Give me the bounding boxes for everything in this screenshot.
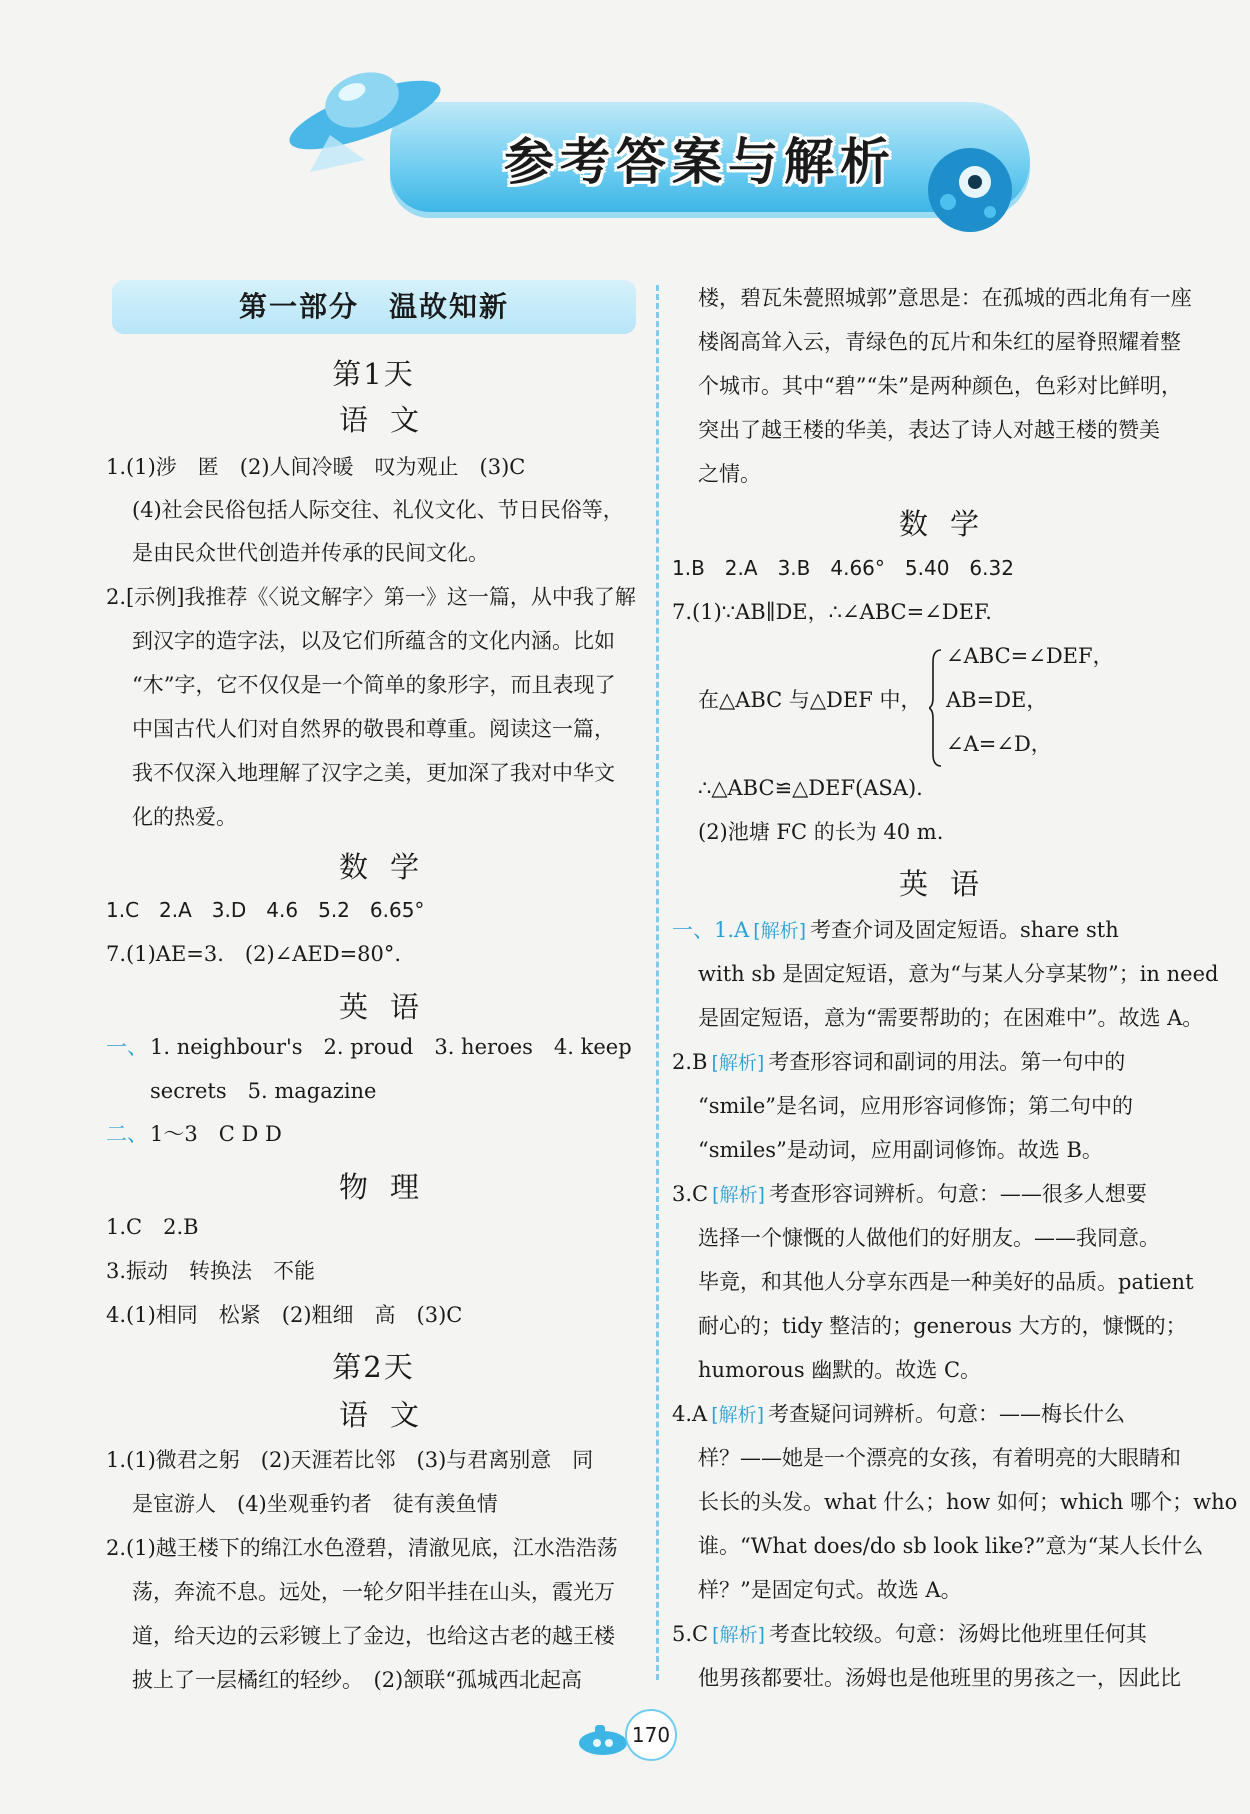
answer-line: ∴△ABC≌△DEF(ASA).: [698, 776, 923, 800]
answer-line: (2)池塘 FC 的长为 40 m.: [698, 820, 944, 844]
answer-number: 一、1.A: [672, 918, 750, 942]
answer-text: 考查形容词辨析。句意：——很多人想要: [768, 1182, 1147, 1206]
answer-line: ∠A=∠D，: [946, 732, 1052, 756]
answer-line: with sb 是固定短语，意为“与某人分享某物”；in need: [698, 962, 1219, 986]
answer-line: 7.(1)AE=3. (2)∠AED=80°.: [106, 942, 402, 966]
ball-icon: [920, 140, 1020, 240]
answer-line: 我不仅深入地理解了汉字之美，更加深了我对中华文: [132, 761, 615, 785]
answer-line: 在△ABC 与△DEF 中，: [698, 688, 922, 712]
answer-line: 楼，碧瓦朱甍照城郭”意思是：在孤城的西北角有一座: [698, 286, 1192, 310]
title-banner: [270, 60, 1060, 250]
answer-line: 之情。: [698, 462, 761, 486]
section-marker: 二、: [106, 1122, 148, 1146]
subject-heading-english: 英语: [338, 990, 441, 1024]
answer-line: 中国古代人们对自然界的敬畏和尊重。阅读这一篇，: [132, 717, 615, 741]
answer-line: 样？——她是一个漂亮的女孩，有着明亮的大眼睛和: [698, 1446, 1181, 1470]
subject-heading-chinese: 语文: [338, 1398, 441, 1432]
answer-number: 4.A: [672, 1402, 708, 1426]
answer-line: [672, 1402, 1125, 1427]
ufo-icon: [270, 60, 450, 180]
answer-line: 他男孩都要壮。汤姆也是他班里的男孩之一，因此比: [698, 1666, 1181, 1690]
answer-line: 化的热爱。: [132, 805, 237, 829]
answer-line: AB=DE，: [946, 688, 1048, 712]
answer-line: 4.(1)相同 松紧 (2)粗细 高 (3)C: [106, 1303, 463, 1327]
answer-line: secrets 5. magazine: [150, 1079, 377, 1103]
answer-line: (4)社会民俗包括人际交往、礼仪文化、节日民俗等，: [132, 498, 624, 522]
answer-line: 荡，奔流不息。远处，一轮夕阳半挂在山头，霞光万: [132, 1580, 615, 1604]
answer-text: 考查比较级。句意：汤姆比他班里任何其: [768, 1622, 1147, 1646]
answer-line: 是固定短语，意为“需要帮助的；在困难中”。故选 A。: [698, 1006, 1204, 1030]
submarine-icon: [575, 1719, 631, 1757]
answer-line: 1. neighbour's 2. proud 3. heroes 4. keep: [150, 1035, 632, 1059]
column-divider: [656, 285, 659, 1680]
answer-line: “木”字，它不仅仅是一个简单的象形字，而且表现了: [132, 673, 616, 697]
answer-line: 样？”是固定句式。故选 A。: [698, 1578, 962, 1602]
brace-icon: [929, 648, 943, 768]
answer-line: 突出了越王楼的华美，表达了诗人对越王楼的赞美: [698, 418, 1160, 442]
subject-heading-physics: 物理: [338, 1170, 441, 1204]
answer-number: 2.B: [672, 1050, 708, 1074]
subject-heading-english: 英语: [898, 867, 1001, 901]
answer-line: 2.[示例]我推荐《〈说文解字〉第一》这一篇，从中我了解: [106, 585, 636, 609]
day-heading: 第1天: [332, 357, 415, 391]
answer-line: 1.(1)涉 匿 (2)人间冷暖 叹为观止 (3)C: [106, 455, 526, 479]
answer-line: 谁。“What does/do sb look like?”意为“某人长什么: [698, 1534, 1204, 1558]
answer-line: 1～3 C D D: [150, 1122, 282, 1146]
answer-line: [672, 1050, 1125, 1075]
answer-line: [672, 918, 1119, 943]
part-heading: 第一部分 温故知新: [112, 280, 636, 334]
answer-number: 3.C: [672, 1182, 709, 1206]
page-title: 参考答案与解析: [504, 133, 896, 191]
answer-line: 选择一个慷慨的人做他们的好朋友。——我同意。: [698, 1226, 1160, 1250]
answer-line: [672, 1622, 1147, 1647]
answer-line: 1.B 2.A 3.B 4.66° 5.40 6.32: [672, 556, 1014, 580]
answer-line: ∠ABC=∠DEF，: [946, 644, 1114, 668]
answer-text: 考查形容词和副词的用法。第一句中的: [768, 1050, 1126, 1074]
page-number-badge: [575, 1705, 685, 1765]
subject-heading-math: 数学: [338, 850, 441, 884]
answer-line: “smiles”是动词，应用副词修饰。故选 B。: [698, 1138, 1103, 1162]
day-heading: 第2天: [332, 1350, 415, 1384]
answer-line: 1.C 2.B: [106, 1215, 199, 1239]
answer-line: [672, 1182, 1147, 1207]
answer-line: 个城市。其中“碧”“朱”是两种颜色，色彩对比鲜明，: [698, 374, 1182, 398]
answer-line: humorous 幽默的。故选 C。: [698, 1358, 982, 1382]
answer-line: 2.(1)越王楼下的绵江水色澄碧，清澈见底，江水浩浩荡: [106, 1536, 618, 1560]
page-number: 170: [625, 1709, 677, 1761]
answer-line: “smile”是名词，应用形容词修饰；第二句中的: [698, 1094, 1134, 1118]
section-marker: 一、: [106, 1035, 148, 1059]
answer-line: 1.C 2.A 3.D 4.6 5.2 6.65°: [106, 898, 425, 922]
answer-line: 到汉字的造字法，以及它们所蕴含的文化内涵。比如: [132, 629, 615, 653]
answer-line: 楼阁高耸入云，青绿色的瓦片和朱红的屋脊照耀着整: [698, 330, 1181, 354]
answer-line: 是宦游人 (4)坐观垂钓者 徒有羡鱼情: [132, 1492, 498, 1516]
answer-line: 3.振动 转换法 不能: [106, 1259, 316, 1283]
analysis-tag: [解析]: [712, 1184, 765, 1206]
answer-text: 考查疑问词辨析。句意：——梅长什么: [768, 1402, 1126, 1426]
answer-line: 1.(1)微君之躬 (2)天涯若比邻 (3)与君离别意 同: [106, 1448, 594, 1472]
answer-line: 是由民众世代创造并传承的民间文化。: [132, 541, 489, 565]
answer-line: 长长的头发。what 什么；how 如何；which 哪个；who: [698, 1490, 1238, 1514]
answer-number: 5.C: [672, 1622, 709, 1646]
answer-line: 耐心的；tidy 整洁的；generous 大方的，慷慨的；: [698, 1314, 1187, 1338]
analysis-tag: [解析]: [712, 1624, 765, 1646]
analysis-tag: [解析]: [711, 1052, 765, 1074]
answer-line: 道，给天边的云彩镀上了金边，也给这古老的越王楼: [132, 1624, 615, 1648]
analysis-tag: [解析]: [711, 1404, 765, 1426]
analysis-tag: [解析]: [753, 920, 807, 942]
answer-text: 考查介词及固定短语。share sth: [810, 918, 1119, 942]
subject-heading-math: 数学: [898, 507, 1001, 541]
answer-line: 7.(1)∵AB∥DE，∴∠ABC=∠DEF.: [672, 600, 992, 624]
answer-line: 毕竟，和其他人分享东西是一种美好的品质。patient: [698, 1270, 1194, 1294]
subject-heading-chinese: 语文: [338, 403, 441, 437]
answer-line: 披上了一层橘红的轻纱。 (2)颔联“孤城西北起高: [132, 1668, 582, 1692]
